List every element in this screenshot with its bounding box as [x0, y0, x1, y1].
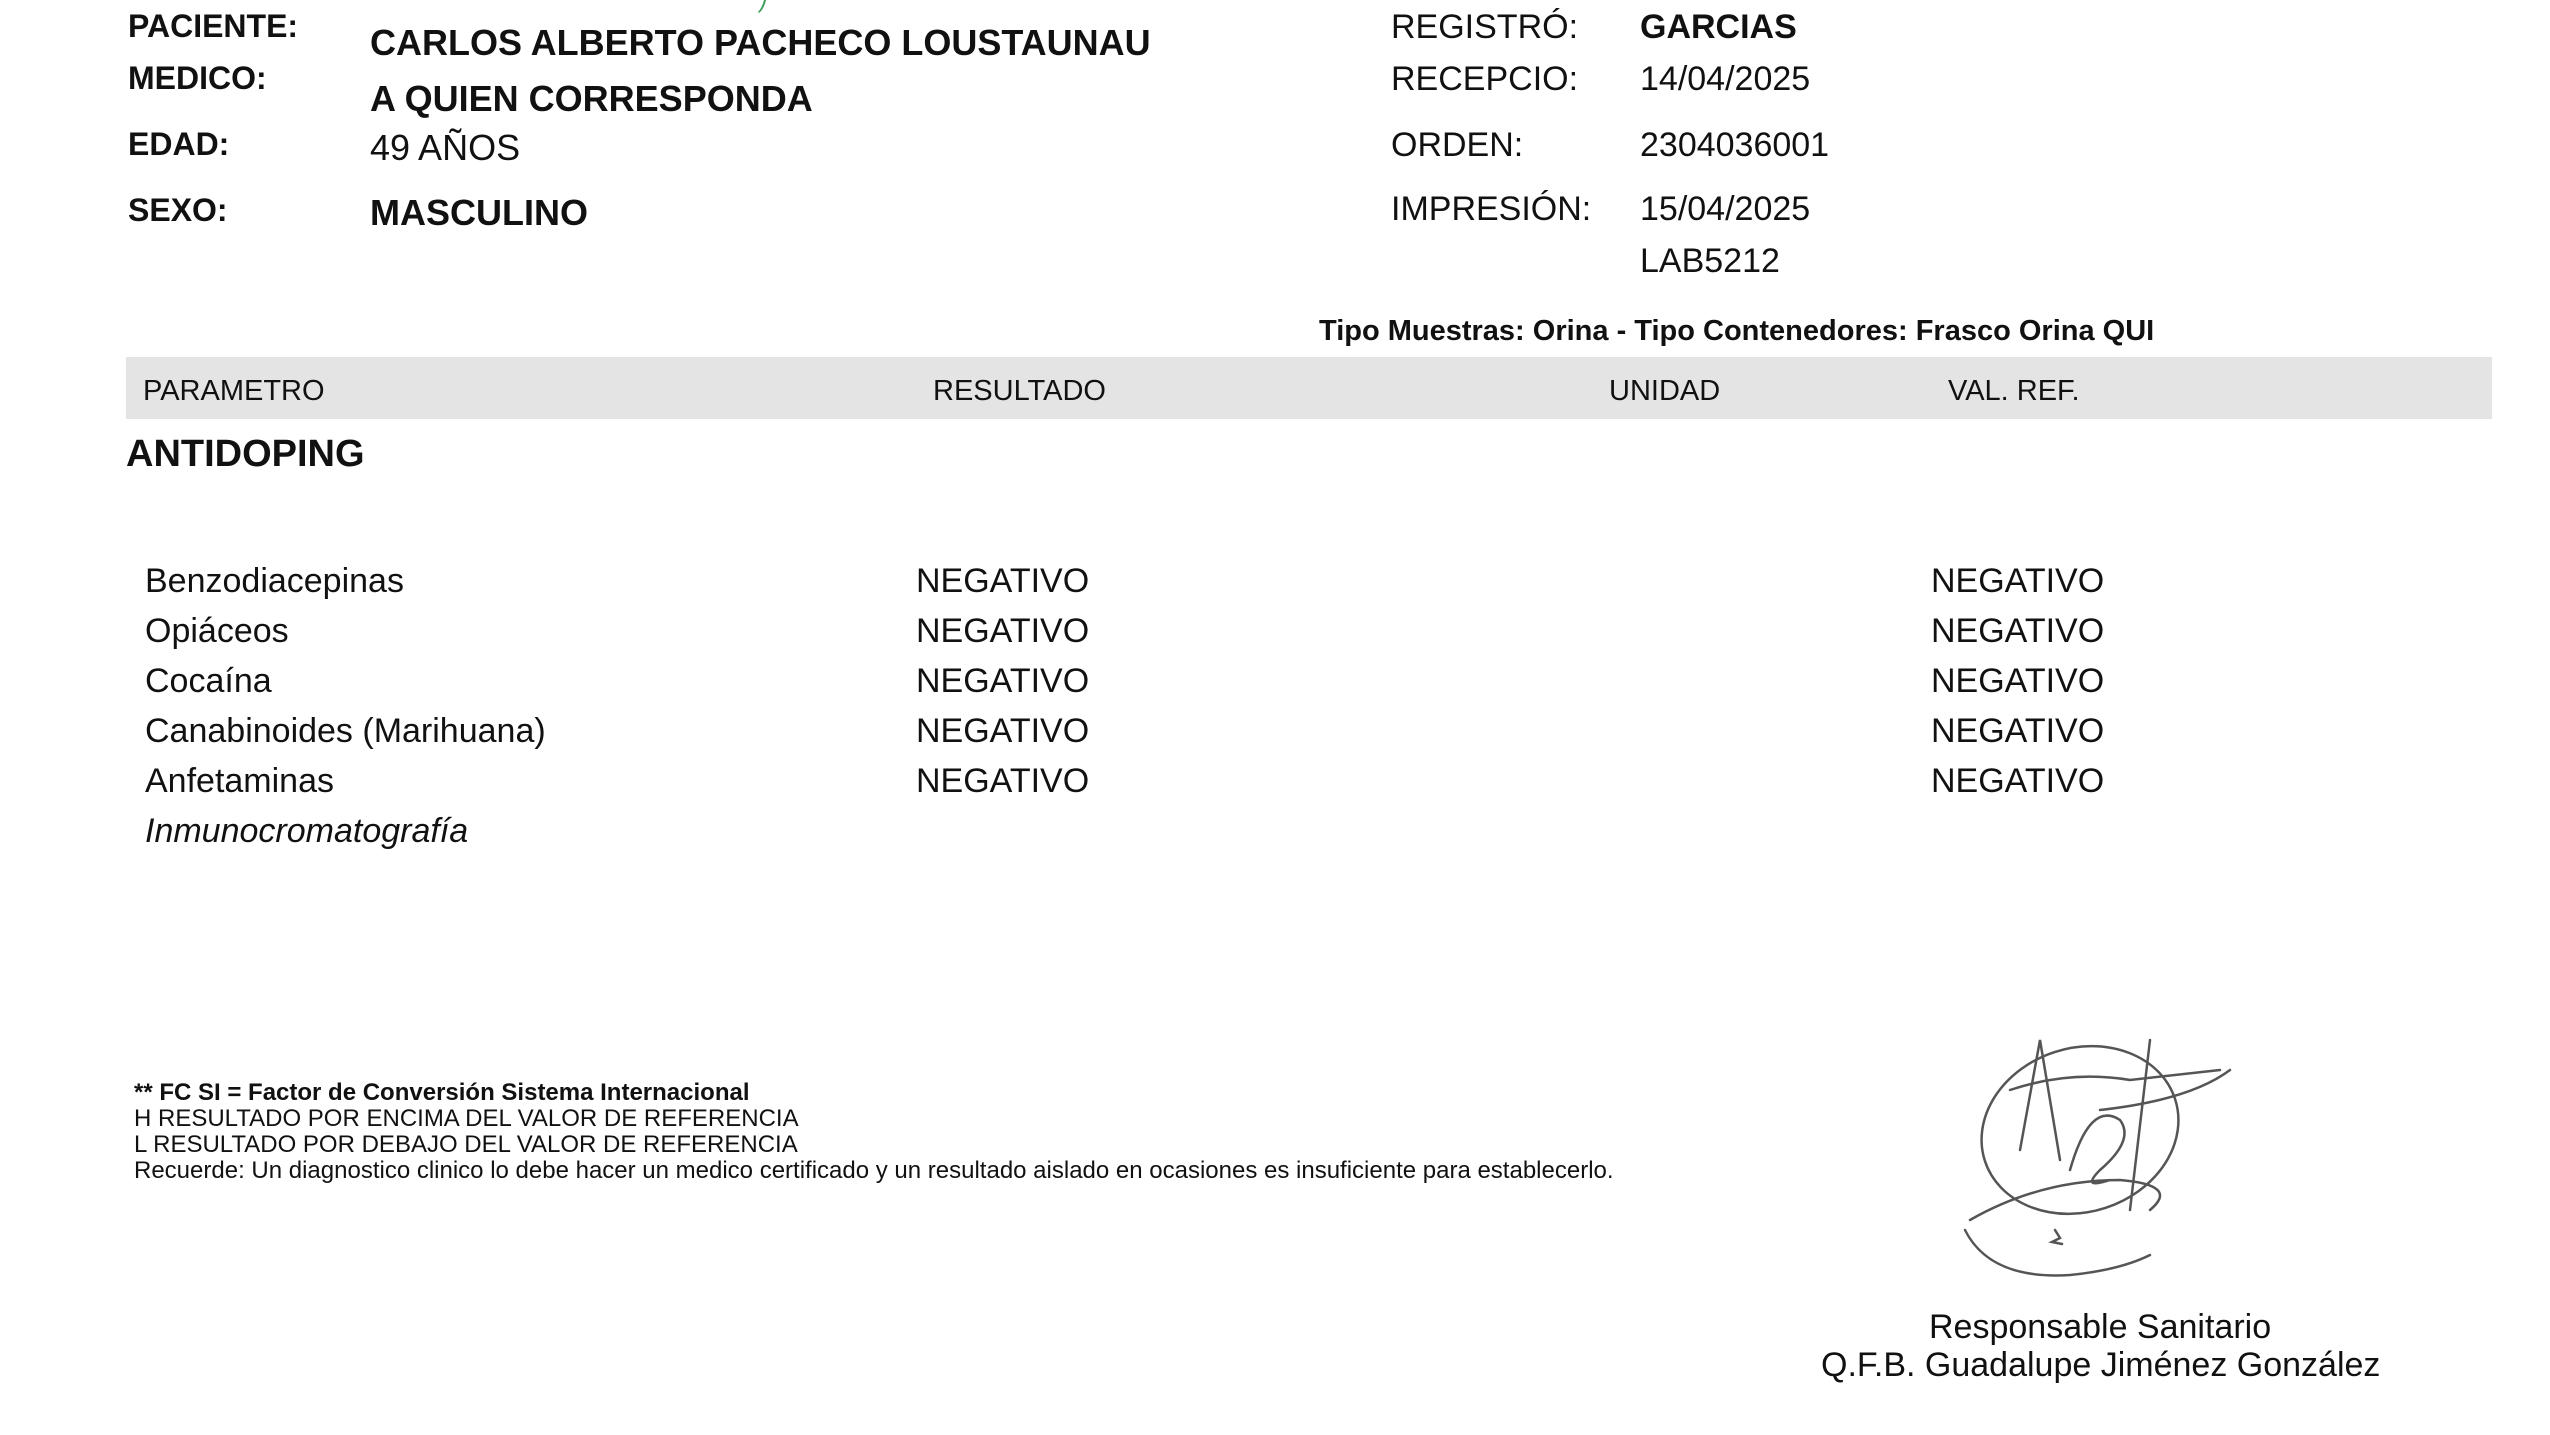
- sample-info: Tipo Muestras: Orina - Tipo Contenedores: Frasco Orina QUI: [1319, 315, 2155, 347]
- row-ref: NEGATIVO: [1931, 562, 2105, 600]
- signature-name: Q.F.B. Guadalupe Jiménez González: [1821, 1346, 2381, 1384]
- order-value: 2304036001: [1640, 126, 1830, 164]
- signature-role: Responsable Sanitario: [1929, 1308, 2272, 1346]
- doctor-label: MEDICO:: [128, 60, 267, 96]
- sex-label: SEXO:: [128, 192, 228, 228]
- registered-label: REGISTRÓ:: [1391, 8, 1579, 46]
- footnotes: [134, 1080, 1614, 1184]
- row-result: NEGATIVO: [916, 562, 1090, 600]
- row-ref: NEGATIVO: [1931, 762, 2105, 800]
- section-title: ANTIDOPING: [126, 433, 365, 475]
- age-label: EDAD:: [128, 126, 230, 162]
- header-val-ref: VAL. REF.: [1948, 375, 2080, 407]
- footnote-l: L RESULTADO POR DEBAJO DEL VALOR DE REFERENCIA: [134, 1131, 798, 1158]
- row-ref: NEGATIVO: [1931, 712, 2105, 750]
- doctor-name: A QUIEN CORRESPONDA: [370, 78, 813, 119]
- registered-value: GARCIAS: [1640, 8, 1797, 46]
- row-param: Cocaína: [145, 662, 272, 700]
- order-label: ORDEN:: [1391, 126, 1524, 164]
- header-unidad: UNIDAD: [1609, 375, 1721, 407]
- age-value: 49 AÑOS: [370, 127, 521, 168]
- row-result: NEGATIVO: [916, 612, 1090, 650]
- header-resultado: RESULTADO: [933, 375, 1106, 407]
- row-result: NEGATIVO: [916, 662, 1090, 700]
- row-result: NEGATIVO: [916, 712, 1090, 750]
- row-param: Anfetaminas: [145, 762, 334, 800]
- footnote-fc: ** FC SI = Factor de Conversión Sistema Internacional: [134, 1079, 750, 1106]
- received-value: 14/04/2025: [1640, 60, 1811, 98]
- row-ref: NEGATIVO: [1931, 612, 2105, 650]
- lab-code: LAB5212: [1640, 242, 1780, 280]
- header-parametro: PARAMETRO: [143, 375, 325, 407]
- row-param: Opiáceos: [145, 612, 289, 650]
- row-ref: NEGATIVO: [1931, 662, 2105, 700]
- row-param: Canabinoides (Marihuana): [145, 712, 546, 750]
- patient-name: CARLOS ALBERTO PACHECO LOUSTAUNAU: [370, 22, 1151, 63]
- received-label: RECEPCIO:: [1391, 60, 1579, 98]
- sex-value: MASCULINO: [370, 192, 588, 233]
- footnote-h: H RESULTADO POR ENCIMA DEL VALOR DE REFERENCIA: [134, 1105, 799, 1132]
- method-note: Inmunocromatografía: [145, 812, 469, 850]
- row-param: Benzodiacepinas: [145, 562, 404, 600]
- printed-label: IMPRESIÓN:: [1391, 190, 1592, 228]
- logo-fragment-icon: [756, 0, 770, 14]
- table-header-bar: [126, 357, 2492, 419]
- row-result: NEGATIVO: [916, 762, 1090, 800]
- patient-label: PACIENTE:: [128, 8, 299, 44]
- printed-value: 15/04/2025: [1640, 190, 1811, 228]
- footnote-reminder: Recuerde: Un diagnostico clinico lo debe hacer un medico certificado y un resultado aislado en ocasiones es insuficiente para establecerlo.: [134, 1157, 1614, 1184]
- signature-icon: [1950, 1030, 2250, 1290]
